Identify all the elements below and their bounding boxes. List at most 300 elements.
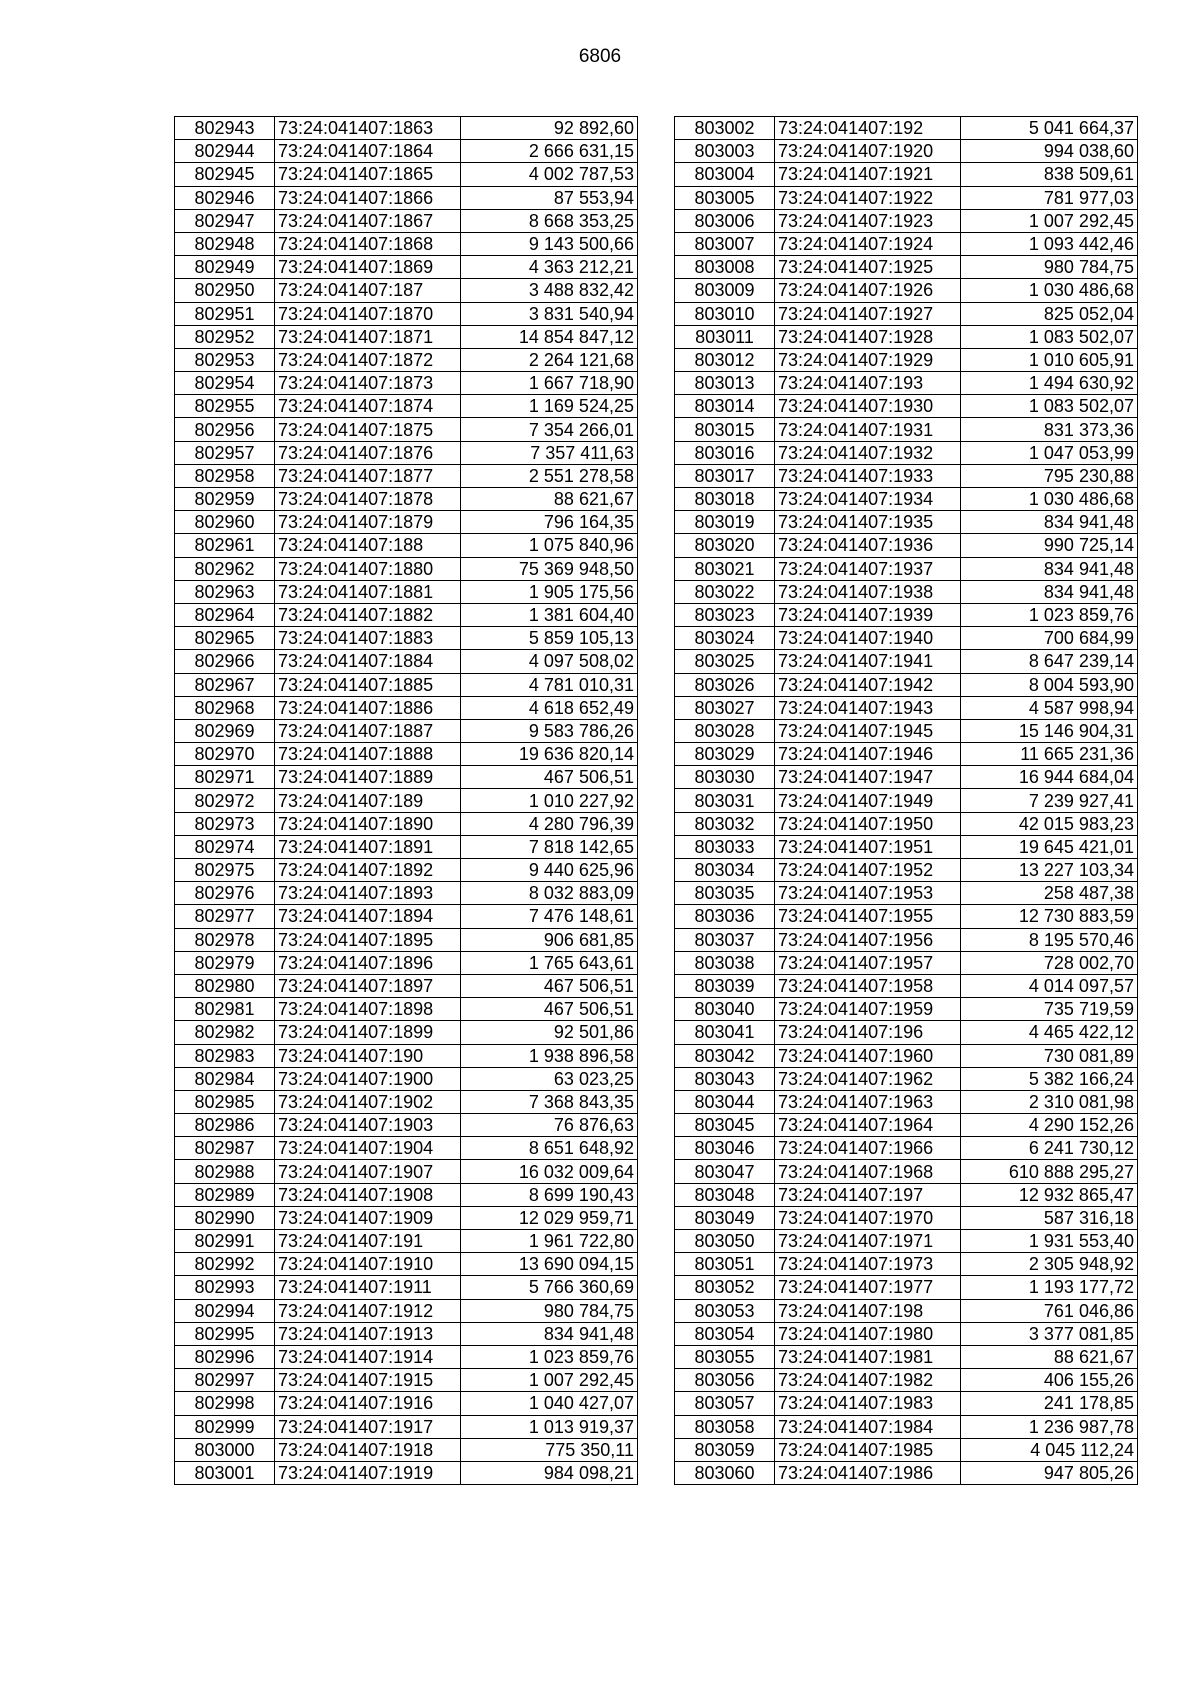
row-number: 802972 [175,789,275,812]
cadastral-value: 834 941,48 [961,580,1138,603]
right-table [674,116,1138,1485]
table-row [675,882,1138,905]
cadastral-value: 75 369 948,50 [461,557,638,580]
table-row [175,511,638,534]
cadastral-value: 4 002 787,53 [461,163,638,186]
cadastral-number: 73:24:041407:1894 [275,905,461,928]
cadastral-number: 73:24:041407:1945 [775,719,961,742]
cadastral-number: 73:24:041407:1884 [275,650,461,673]
cadastral-number: 73:24:041407:1917 [275,1415,461,1438]
cadastral-number: 73:24:041407:1903 [275,1114,461,1137]
cadastral-value: 1 010 227,92 [461,789,638,812]
cadastral-number: 73:24:041407:1941 [775,650,961,673]
cadastral-number: 73:24:041407:1936 [775,534,961,557]
row-number: 803007 [675,232,775,255]
row-number: 802987 [175,1137,275,1160]
cadastral-value: 11 665 231,36 [961,743,1138,766]
left-table-body [175,117,638,1485]
row-number: 802988 [175,1160,275,1183]
row-number: 802967 [175,673,275,696]
table-row [175,789,638,812]
table-row [175,488,638,511]
cadastral-number: 73:24:041407:1908 [275,1183,461,1206]
cadastral-value: 2 310 081,98 [961,1090,1138,1113]
cadastral-number: 73:24:041407:1951 [775,835,961,858]
row-number: 803020 [675,534,775,557]
cadastral-value: 1 083 502,07 [961,395,1138,418]
row-number: 803052 [675,1276,775,1299]
cadastral-value: 947 805,26 [961,1461,1138,1484]
cadastral-number: 73:24:041407:1863 [275,117,461,140]
cadastral-value: 4 014 097,57 [961,974,1138,997]
table-row [675,974,1138,997]
row-number: 803035 [675,882,775,905]
cadastral-number: 73:24:041407:1926 [775,279,961,302]
cadastral-value: 1 905 175,56 [461,580,638,603]
cadastral-number: 73:24:041407:1910 [275,1253,461,1276]
row-number: 803040 [675,998,775,1021]
cadastral-value: 8 195 570,46 [961,928,1138,951]
cadastral-number: 73:24:041407:1911 [275,1276,461,1299]
cadastral-number: 73:24:041407:1929 [775,348,961,371]
cadastral-value: 1 193 177,72 [961,1276,1138,1299]
table-row [175,1299,638,1322]
cadastral-number: 73:24:041407:1920 [775,140,961,163]
cadastral-number: 73:24:041407:1898 [275,998,461,1021]
cadastral-number: 73:24:041407:1882 [275,603,461,626]
cadastral-value: 825 052,04 [961,302,1138,325]
row-number: 802980 [175,974,275,997]
cadastral-number: 73:24:041407:1915 [275,1369,461,1392]
left-table [174,116,638,1485]
row-number: 803000 [175,1438,275,1461]
row-number: 803009 [675,279,775,302]
row-number: 803047 [675,1160,775,1183]
cadastral-value: 14 854 847,12 [461,325,638,348]
cadastral-number: 73:24:041407:1977 [775,1276,961,1299]
row-number: 803045 [675,1114,775,1137]
table-row [175,743,638,766]
row-number: 803046 [675,1137,775,1160]
table-row [175,1253,638,1276]
cadastral-number: 73:24:041407:1874 [275,395,461,418]
cadastral-number: 73:24:041407:1904 [275,1137,461,1160]
table-row [675,905,1138,928]
cadastral-number: 73:24:041407:1864 [275,140,461,163]
row-number: 802998 [175,1392,275,1415]
cadastral-value: 2 666 631,15 [461,140,638,163]
table-row [175,441,638,464]
table-row [675,766,1138,789]
cadastral-value: 4 465 422,12 [961,1021,1138,1044]
table-row [175,1044,638,1067]
cadastral-value: 13 690 094,15 [461,1253,638,1276]
cadastral-number: 73:24:041407:1865 [275,163,461,186]
cadastral-value: 1 667 718,90 [461,372,638,395]
table-row [675,835,1138,858]
cadastral-number: 73:24:041407:1914 [275,1345,461,1368]
table-row [675,603,1138,626]
cadastral-number: 73:24:041407:1883 [275,627,461,650]
table-row [675,859,1138,882]
cadastral-number: 73:24:041407:1958 [775,974,961,997]
table-row [675,395,1138,418]
row-number: 803054 [675,1322,775,1345]
cadastral-number: 73:24:041407:1984 [775,1415,961,1438]
row-number: 803021 [675,557,775,580]
cadastral-value: 2 264 121,68 [461,348,638,371]
cadastral-value: 9 440 625,96 [461,859,638,882]
cadastral-value: 587 316,18 [961,1206,1138,1229]
table-row [175,1345,638,1368]
table-row [675,534,1138,557]
cadastral-value: 5 766 360,69 [461,1276,638,1299]
cadastral-value: 7 357 411,63 [461,441,638,464]
table-row [675,232,1138,255]
row-number: 802983 [175,1044,275,1067]
cadastral-number: 73:24:041407:1923 [775,209,961,232]
cadastral-value: 1 093 442,46 [961,232,1138,255]
cadastral-value: 984 098,21 [461,1461,638,1484]
row-number: 803060 [675,1461,775,1484]
cadastral-value: 88 621,67 [961,1345,1138,1368]
row-number: 803049 [675,1206,775,1229]
table-row [175,859,638,882]
row-number: 803031 [675,789,775,812]
cadastral-number: 73:24:041407:192 [775,117,961,140]
cadastral-value: 834 941,48 [961,557,1138,580]
cadastral-value: 8 004 593,90 [961,673,1138,696]
cadastral-number: 73:24:041407:1947 [775,766,961,789]
table-row [675,140,1138,163]
row-number: 803043 [675,1067,775,1090]
cadastral-number: 73:24:041407:1876 [275,441,461,464]
cadastral-value: 4 587 998,94 [961,696,1138,719]
table-row [675,557,1138,580]
right-table-body [675,117,1138,1485]
cadastral-number: 73:24:041407:1985 [775,1438,961,1461]
row-number: 802982 [175,1021,275,1044]
row-number: 803029 [675,743,775,766]
cadastral-value: 1 765 643,61 [461,951,638,974]
row-number: 802971 [175,766,275,789]
row-number: 802997 [175,1369,275,1392]
row-number: 803006 [675,209,775,232]
cadastral-number: 73:24:041407:1866 [275,186,461,209]
cadastral-number: 73:24:041407:1886 [275,696,461,719]
cadastral-number: 73:24:041407:1919 [275,1461,461,1484]
cadastral-value: 3 488 832,42 [461,279,638,302]
table-row [175,1160,638,1183]
cadastral-value: 16 032 009,64 [461,1160,638,1183]
cadastral-number: 73:24:041407:1973 [775,1253,961,1276]
row-number: 802959 [175,488,275,511]
table-row [175,812,638,835]
cadastral-number: 73:24:041407:1885 [275,673,461,696]
cadastral-value: 3 377 081,85 [961,1322,1138,1345]
table-row [175,464,638,487]
table-row [675,325,1138,348]
table-row [675,789,1138,812]
cadastral-value: 8 668 353,25 [461,209,638,232]
cadastral-value: 92 892,60 [461,117,638,140]
cadastral-number: 73:24:041407:1966 [775,1137,961,1160]
row-number: 803011 [675,325,775,348]
table-row [175,534,638,557]
cadastral-value: 831 373,36 [961,418,1138,441]
table-row [175,650,638,673]
cadastral-number: 73:24:041407:1930 [775,395,961,418]
row-number: 802963 [175,580,275,603]
table-row [175,1206,638,1229]
table-row [675,1090,1138,1113]
table-row [675,1345,1138,1368]
cadastral-value: 4 097 508,02 [461,650,638,673]
table-row [675,256,1138,279]
cadastral-value: 1 040 427,07 [461,1392,638,1415]
row-number: 803010 [675,302,775,325]
cadastral-number: 73:24:041407:1959 [775,998,961,1021]
row-number: 803032 [675,812,775,835]
row-number: 802952 [175,325,275,348]
cadastral-number: 73:24:041407:1937 [775,557,961,580]
row-number: 802994 [175,1299,275,1322]
row-number: 803037 [675,928,775,951]
cadastral-value: 9 583 786,26 [461,719,638,742]
row-number: 802951 [175,302,275,325]
cadastral-value: 5 382 166,24 [961,1067,1138,1090]
cadastral-number: 73:24:041407:1950 [775,812,961,835]
cadastral-number: 73:24:041407:1887 [275,719,461,742]
cadastral-value: 838 509,61 [961,163,1138,186]
table-row [175,140,638,163]
cadastral-number: 73:24:041407:1888 [275,743,461,766]
cadastral-value: 1 381 604,40 [461,603,638,626]
cadastral-number: 73:24:041407:1909 [275,1206,461,1229]
cadastral-value: 1 931 553,40 [961,1230,1138,1253]
row-number: 803034 [675,859,775,882]
table-row [175,1461,638,1484]
cadastral-value: 1 938 896,58 [461,1044,638,1067]
cadastral-number: 73:24:041407:196 [775,1021,961,1044]
cadastral-number: 73:24:041407:1868 [275,232,461,255]
cadastral-number: 73:24:041407:1877 [275,464,461,487]
cadastral-number: 73:24:041407:1946 [775,743,961,766]
table-row [175,163,638,186]
table-row [675,719,1138,742]
row-number: 803004 [675,163,775,186]
row-number: 802960 [175,511,275,534]
row-number: 802995 [175,1322,275,1345]
row-number: 802979 [175,951,275,974]
table-row [675,186,1138,209]
cadastral-value: 92 501,86 [461,1021,638,1044]
table-row [675,1160,1138,1183]
row-number: 803044 [675,1090,775,1113]
table-row [175,232,638,255]
cadastral-number: 73:24:041407:1900 [275,1067,461,1090]
table-row [175,882,638,905]
cadastral-number: 73:24:041407:1918 [275,1438,461,1461]
cadastral-number: 73:24:041407:1875 [275,418,461,441]
table-row [175,395,638,418]
row-number: 802975 [175,859,275,882]
cadastral-value: 1 030 486,68 [961,488,1138,511]
cadastral-number: 73:24:041407:1867 [275,209,461,232]
cadastral-value: 8 647 239,14 [961,650,1138,673]
cadastral-value: 4 781 010,31 [461,673,638,696]
cadastral-value: 4 618 652,49 [461,696,638,719]
cadastral-value: 610 888 295,27 [961,1160,1138,1183]
table-row [675,1021,1138,1044]
row-number: 802981 [175,998,275,1021]
cadastral-number: 73:24:041407:1949 [775,789,961,812]
row-number: 803024 [675,627,775,650]
row-number: 802946 [175,186,275,209]
row-number: 803002 [675,117,775,140]
cadastral-value: 8 032 883,09 [461,882,638,905]
row-number: 803001 [175,1461,275,1484]
cadastral-value: 1 169 524,25 [461,395,638,418]
row-number: 803008 [675,256,775,279]
table-row [175,209,638,232]
cadastral-number: 73:24:041407:1870 [275,302,461,325]
table-row [675,279,1138,302]
cadastral-number: 73:24:041407:189 [275,789,461,812]
table-row [675,1276,1138,1299]
row-number: 803041 [675,1021,775,1044]
cadastral-value: 795 230,88 [961,464,1138,487]
row-number: 802996 [175,1345,275,1368]
cadastral-number: 73:24:041407:1871 [275,325,461,348]
cadastral-number: 73:24:041407:1907 [275,1160,461,1183]
cadastral-number: 73:24:041407:187 [275,279,461,302]
cadastral-value: 1 083 502,07 [961,325,1138,348]
cadastral-number: 73:24:041407:1986 [775,1461,961,1484]
row-number: 803015 [675,418,775,441]
cadastral-number: 73:24:041407:1981 [775,1345,961,1368]
cadastral-number: 73:24:041407:1872 [275,348,461,371]
table-row [175,418,638,441]
cadastral-value: 42 015 983,23 [961,812,1138,835]
row-number: 802964 [175,603,275,626]
cadastral-value: 63 023,25 [461,1067,638,1090]
row-number: 802992 [175,1253,275,1276]
row-number: 803056 [675,1369,775,1392]
row-number: 803025 [675,650,775,673]
row-number: 803030 [675,766,775,789]
cadastral-number: 73:24:041407:1880 [275,557,461,580]
row-number: 803048 [675,1183,775,1206]
table-row [675,372,1138,395]
table-row [175,1067,638,1090]
cadastral-number: 73:24:041407:1956 [775,928,961,951]
cadastral-value: 1 030 486,68 [961,279,1138,302]
cadastral-value: 775 350,11 [461,1438,638,1461]
cadastral-value: 406 155,26 [961,1369,1138,1392]
row-number: 802974 [175,835,275,858]
row-number: 803028 [675,719,775,742]
row-number: 802947 [175,209,275,232]
cadastral-value: 3 831 540,94 [461,302,638,325]
cadastral-number: 73:24:041407:1895 [275,928,461,951]
table-row [175,905,638,928]
row-number: 803053 [675,1299,775,1322]
cadastral-value: 834 941,48 [461,1322,638,1345]
cadastral-number: 73:24:041407:191 [275,1230,461,1253]
table-row [175,580,638,603]
cadastral-number: 73:24:041407:1939 [775,603,961,626]
cadastral-number: 73:24:041407:1896 [275,951,461,974]
cadastral-value: 12 029 959,71 [461,1206,638,1229]
cadastral-number: 73:24:041407:1913 [275,1322,461,1345]
table-row [675,696,1138,719]
table-row [175,766,638,789]
row-number: 803022 [675,580,775,603]
cadastral-value: 781 977,03 [961,186,1138,209]
cadastral-value: 16 944 684,04 [961,766,1138,789]
cadastral-number: 73:24:041407:1953 [775,882,961,905]
row-number: 803039 [675,974,775,997]
cadastral-number: 73:24:041407:1891 [275,835,461,858]
cadastral-number: 73:24:041407:1921 [775,163,961,186]
cadastral-value: 761 046,86 [961,1299,1138,1322]
table-row [675,1114,1138,1137]
row-number: 803003 [675,140,775,163]
cadastral-value: 1 023 859,76 [461,1345,638,1368]
row-number: 803051 [675,1253,775,1276]
cadastral-value: 1 961 722,80 [461,1230,638,1253]
table-row [675,1183,1138,1206]
row-number: 803018 [675,488,775,511]
cadastral-value: 8 651 648,92 [461,1137,638,1160]
table-row [175,998,638,1021]
table-row [175,256,638,279]
row-number: 802949 [175,256,275,279]
table-row [675,1137,1138,1160]
row-number: 802986 [175,1114,275,1137]
cadastral-value: 4 290 152,26 [961,1114,1138,1137]
cadastral-number: 73:24:041407:1970 [775,1206,961,1229]
table-row [175,928,638,951]
row-number: 802966 [175,650,275,673]
row-number: 803055 [675,1345,775,1368]
cadastral-number: 73:24:041407:198 [775,1299,961,1322]
row-number: 803005 [675,186,775,209]
table-row [675,348,1138,371]
cadastral-number: 73:24:041407:1980 [775,1322,961,1345]
table-row [675,511,1138,534]
row-number: 802991 [175,1230,275,1253]
table-row [675,928,1138,951]
cadastral-number: 73:24:041407:1890 [275,812,461,835]
table-row [675,1369,1138,1392]
table-row [175,348,638,371]
cadastral-value: 467 506,51 [461,766,638,789]
row-number: 802944 [175,140,275,163]
cadastral-value: 8 699 190,43 [461,1183,638,1206]
cadastral-value: 467 506,51 [461,998,638,1021]
cadastral-value: 994 038,60 [961,140,1138,163]
cadastral-value: 980 784,75 [461,1299,638,1322]
cadastral-value: 5 859 105,13 [461,627,638,650]
cadastral-value: 4 280 796,39 [461,812,638,835]
cadastral-number: 73:24:041407:1924 [775,232,961,255]
table-row [175,1137,638,1160]
table-row [175,186,638,209]
table-row [175,1392,638,1415]
table-row [675,1392,1138,1415]
